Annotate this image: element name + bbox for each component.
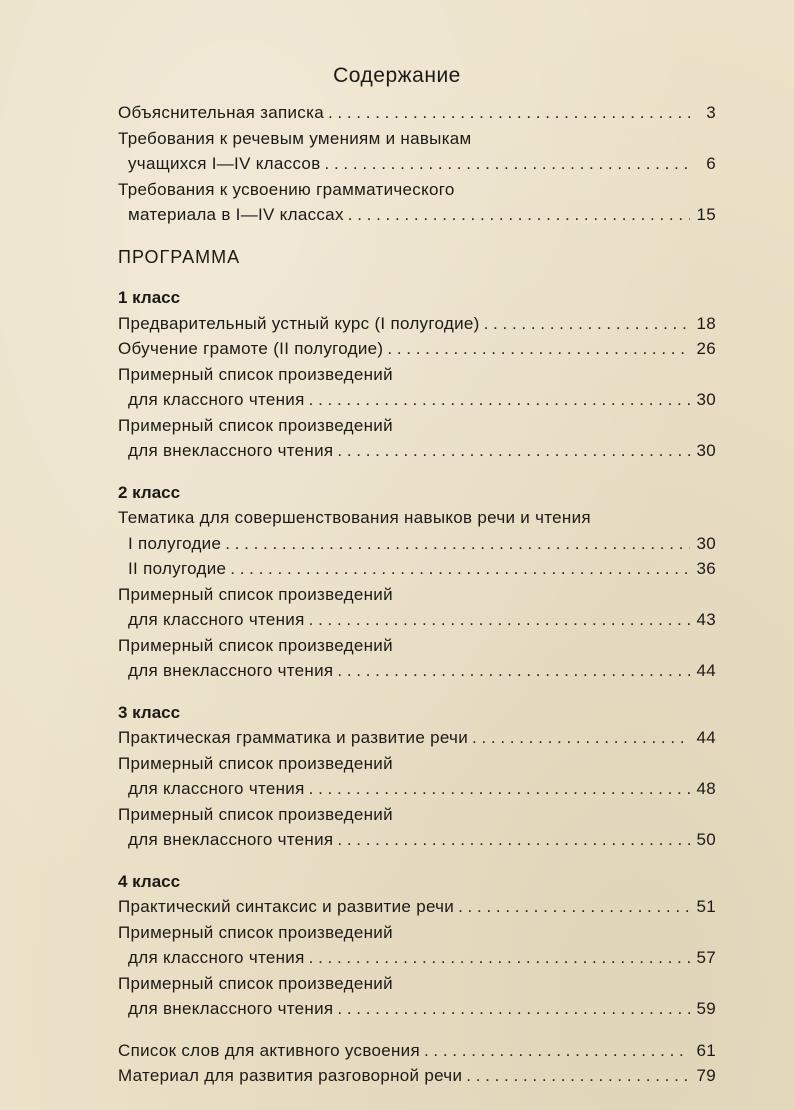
toc-entry-line bbox=[118, 180, 716, 206]
toc-entry-line bbox=[118, 103, 716, 129]
toc-entry-line bbox=[118, 339, 716, 365]
dot-leader bbox=[466, 1066, 690, 1086]
dot-leader bbox=[348, 205, 690, 225]
toc-entry-text: Практический синтаксис и развитие речи bbox=[118, 897, 455, 916]
toc-entry-line bbox=[118, 365, 716, 391]
toc-entry-text: для классного чтения bbox=[128, 779, 305, 798]
toc-page-number: 50 bbox=[696, 830, 716, 849]
toc-entry-text: Тематика для совершенствования навыков речи и чтения bbox=[118, 508, 591, 527]
toc-entry-line bbox=[118, 205, 716, 231]
dot-leader bbox=[225, 534, 690, 554]
program-heading: ПРОГРАММА bbox=[118, 246, 241, 267]
toc-page-number: 15 bbox=[696, 205, 716, 224]
toc-entry-line bbox=[118, 441, 716, 467]
toc-entry-line bbox=[118, 610, 716, 636]
spacer bbox=[118, 231, 716, 247]
toc-page-number: 36 bbox=[696, 559, 716, 578]
spacer bbox=[118, 687, 716, 703]
dot-leader bbox=[309, 948, 690, 968]
toc-page-number: 18 bbox=[696, 313, 716, 333]
toc-entry-text: Материал для развития разговорной речи bbox=[118, 1066, 463, 1085]
dot-leader bbox=[337, 830, 690, 850]
toc-entry-line bbox=[118, 948, 716, 974]
toc-entry-line bbox=[118, 390, 716, 416]
toc-entry-line bbox=[118, 754, 716, 780]
dot-leader bbox=[325, 154, 690, 174]
toc-entry-text: Примерный список произведений bbox=[118, 973, 393, 993]
toc-page-number: 44 bbox=[696, 728, 716, 747]
toc-page-number: 61 bbox=[696, 1040, 716, 1060]
spacer bbox=[118, 467, 716, 483]
toc-entry-text: Примерный список произведений bbox=[118, 584, 393, 604]
dot-leader bbox=[309, 390, 690, 410]
toc-entry-text: для классного чтения bbox=[128, 390, 305, 409]
toc-entry-text: для внеклассного чтения bbox=[128, 661, 334, 680]
toc-entry-line bbox=[118, 154, 716, 180]
grade-heading: 3 класс bbox=[118, 702, 181, 722]
dot-leader bbox=[472, 728, 690, 748]
toc-entry-line bbox=[118, 416, 716, 442]
dot-leader bbox=[484, 314, 690, 334]
dot-leader bbox=[424, 1041, 690, 1061]
toc-entry-text: Обучение грамоте (II полугодие) bbox=[118, 339, 384, 358]
toc-entry-text: Примерный список произведений bbox=[118, 804, 393, 824]
spacer bbox=[118, 272, 716, 288]
toc-entry-line bbox=[118, 1066, 716, 1092]
grade-heading: 4 класс bbox=[118, 871, 181, 891]
toc-entry-line bbox=[118, 508, 716, 534]
toc-entry-line bbox=[118, 923, 716, 949]
toc-page-number: 30 bbox=[696, 533, 716, 553]
toc-entry-line bbox=[118, 534, 716, 560]
toc-page-number: 57 bbox=[696, 948, 716, 967]
toc-entry-text: Практическая грамматика и развитие речи bbox=[118, 728, 468, 747]
dot-leader bbox=[458, 897, 690, 917]
dot-leader bbox=[337, 661, 690, 681]
toc-entry-text: Объяснительная записка bbox=[118, 103, 324, 122]
toc-entry-text: для классного чтения bbox=[128, 610, 305, 629]
dot-leader bbox=[230, 559, 690, 579]
toc-entry-line bbox=[118, 805, 716, 831]
dot-leader bbox=[309, 779, 690, 799]
toc-entry-line bbox=[118, 779, 716, 805]
spacer bbox=[118, 856, 716, 872]
toc-entry-text: Примерный список произведений bbox=[118, 753, 393, 773]
dot-leader bbox=[328, 103, 690, 123]
dot-leader bbox=[309, 610, 690, 630]
toc-entry-line bbox=[118, 129, 716, 155]
dot-leader bbox=[337, 441, 690, 461]
toc-entry-line bbox=[118, 559, 716, 585]
toc-entry-text: для классного чтения bbox=[128, 948, 305, 967]
toc-page-number: 44 bbox=[696, 661, 716, 680]
toc-entry-text: Примерный список произведений bbox=[118, 922, 393, 942]
toc-entry-text: для внеклассного чтения bbox=[128, 441, 334, 460]
toc-entry-text: II полугодие bbox=[128, 559, 227, 578]
toc-entry-line bbox=[118, 999, 716, 1025]
toc-entry-text: Требования к усвоению грамматического bbox=[118, 179, 455, 199]
toc-entry-text: учащихся I—IV классов bbox=[128, 154, 321, 173]
toc-entry-text: I полугодие bbox=[128, 533, 222, 553]
toc-entry-line bbox=[118, 728, 716, 754]
toc-page-number: 6 bbox=[706, 154, 716, 173]
toc-page-number: 51 bbox=[696, 897, 716, 916]
toc-entry-line bbox=[118, 585, 716, 611]
toc-page-number: 48 bbox=[696, 779, 716, 798]
toc-entry-text: для внеклассного чтения bbox=[128, 830, 334, 849]
toc-page-number: 43 bbox=[696, 610, 716, 629]
toc-entry-line bbox=[118, 974, 716, 1000]
grade-heading: 1 класс bbox=[118, 288, 181, 307]
toc-page-number: 3 bbox=[706, 103, 716, 122]
toc-entry-text: Примерный список произведений bbox=[118, 635, 393, 655]
toc-page-number: 30 bbox=[696, 441, 716, 460]
toc-entry-text: Примерный список произведений bbox=[118, 364, 393, 384]
toc-entry-text: Список слов для активного усвоения bbox=[118, 1040, 420, 1060]
toc-entry-text: Предварительный устный курс (I полугодие) bbox=[118, 313, 480, 333]
toc-entry-line bbox=[118, 636, 716, 662]
spacer bbox=[118, 1025, 716, 1041]
dot-leader bbox=[337, 999, 690, 1019]
toc-page-number: 79 bbox=[696, 1066, 716, 1085]
dot-leader bbox=[387, 339, 690, 359]
toc-entry-text: для внеклассного чтения bbox=[128, 999, 334, 1018]
grade-heading: 2 класс bbox=[118, 482, 181, 502]
toc-page-number: 30 bbox=[696, 390, 716, 409]
table-of-contents bbox=[118, 103, 716, 1092]
toc-page-number: 59 bbox=[696, 999, 716, 1018]
toc-entry-text: Требования к речевым умениям и навыкам bbox=[118, 128, 472, 148]
toc-entry-line bbox=[118, 314, 716, 340]
toc-entry-line bbox=[118, 1041, 716, 1067]
toc-entry-text: Примерный список произведений bbox=[118, 415, 393, 435]
toc-entry-line bbox=[118, 661, 716, 687]
page-title: Содержание bbox=[333, 64, 461, 87]
toc-entry-line bbox=[118, 830, 716, 856]
toc-page-number: 26 bbox=[696, 339, 716, 358]
toc-entry-text: материала в I—IV классах bbox=[128, 205, 344, 224]
toc-entry-line bbox=[118, 897, 716, 923]
